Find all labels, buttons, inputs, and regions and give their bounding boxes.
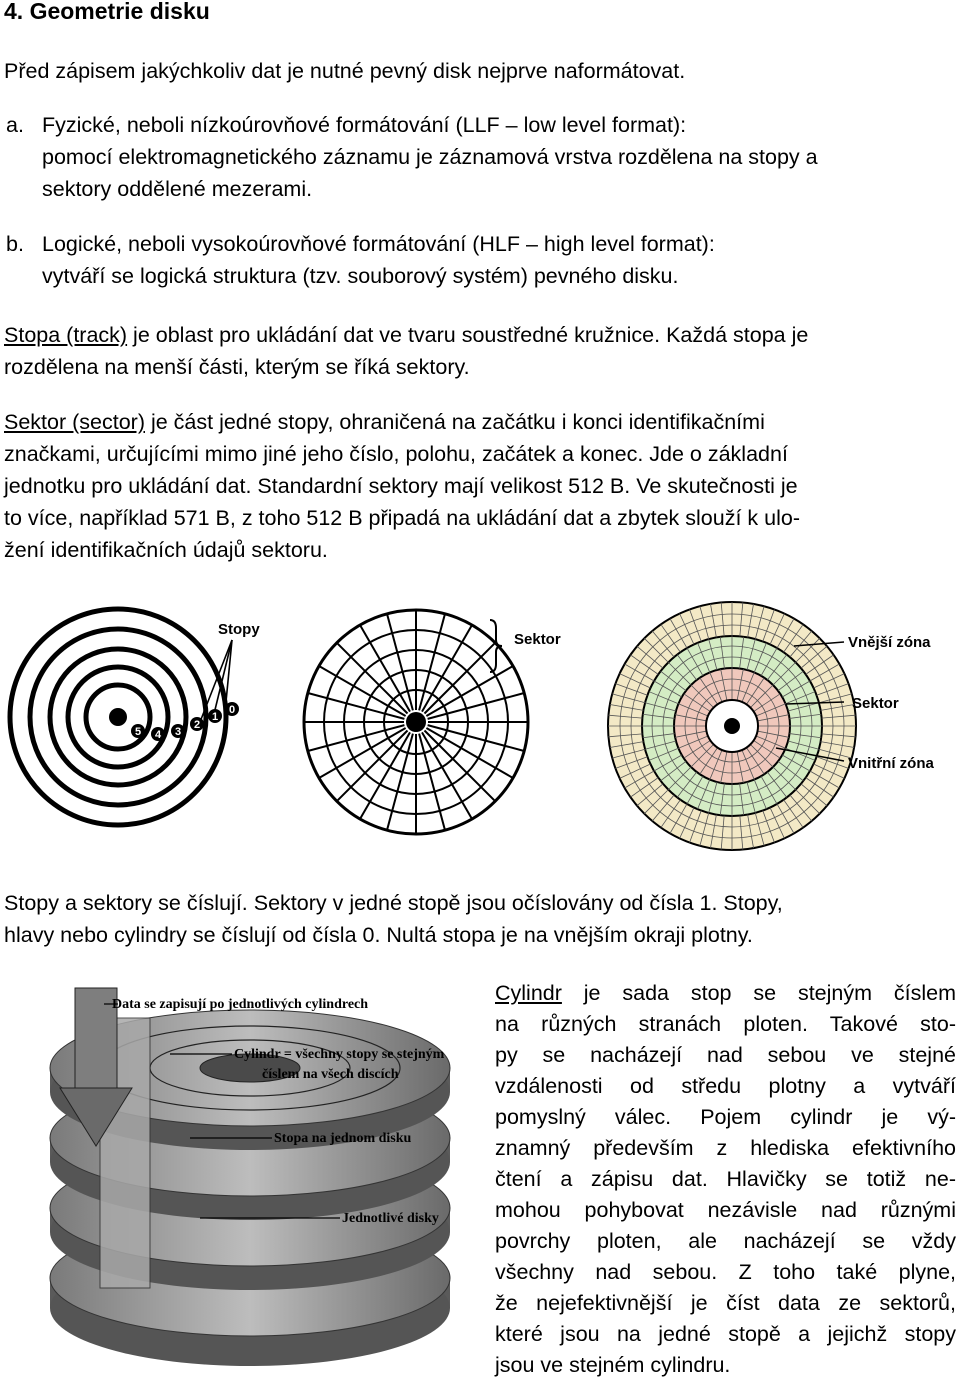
paragraph-line: všechny nad sebou. Z toho také plyne, <box>495 1260 956 1284</box>
list-line: Fyzické, neboli nízkoúrovňové formátování (LLF – low level format): <box>42 113 687 137</box>
paragraph-text: je sada stop se stejným číslem <box>561 981 956 1005</box>
paragraph-line: to více, například 571 B, z toho 512 B připadá na ukládání dat a zbytek slouží k ulo- <box>4 506 800 530</box>
track-number: 0 <box>228 704 236 716</box>
list-marker: a. <box>6 113 24 137</box>
cylinder-label-definition-2: číslem na všech discích <box>262 1067 399 1082</box>
paragraph-line: jednotku pro ukládání dat. Standardní sektory mají velikost 512 B. Ve skutečnosti je <box>4 474 798 498</box>
paragraph-line: Stopy a sektory se číslují. Sektory v jedné stopě jsou očíslovány od čísla 1. Stopy, <box>4 891 783 915</box>
list-marker: b. <box>6 232 24 256</box>
intro-paragraph: Před zápisem jakýchkoliv dat je nutné pevný disk nejprve naformátovat. <box>4 59 686 83</box>
section-heading: 4. Geometrie disku <box>4 0 210 24</box>
paragraph-text: je oblast pro ukládání dat ve tvaru soustředné kružnice. Každá stopa je <box>127 323 809 347</box>
spindle-hole <box>724 718 740 734</box>
cylinder-paragraph <box>495 978 956 1381</box>
outer-zone-label: Vnější zóna <box>848 634 931 651</box>
cylinder-figure <box>40 978 480 1378</box>
sector-label: Sektor <box>514 631 561 648</box>
sectors-figure <box>300 600 600 860</box>
paragraph-line: že nejefektivnější je číst data ze sektorů, <box>495 1291 956 1315</box>
paragraph-line <box>495 978 956 1009</box>
tracks-figure <box>0 600 320 860</box>
paragraph-line: py se nacházejí nad sebou ve stejné <box>495 1043 956 1067</box>
paragraph-line: jsou ve stejném cylindru. <box>495 1353 731 1377</box>
zones-figure <box>600 596 960 866</box>
spindle-hole <box>406 712 426 732</box>
paragraph-line: které jsou na jedné stopě a jejichž stopy <box>495 1322 956 1346</box>
paragraph-line: hlavy nebo cylindry se číslují od čísla 0. Nultá stopa je na vnějším okraji plotny. <box>4 923 753 947</box>
tracks-label: Stopy <box>218 621 260 638</box>
zone-sector-label: Sektor <box>852 695 899 712</box>
paragraph-line: čtení a zápisu dat. Hlavičky se totiž ne- <box>495 1167 956 1191</box>
track-number: 1 <box>211 711 219 723</box>
paragraph-text: je část jedné stopy, ohraničená na začátku i konci identifikačními <box>144 410 765 434</box>
list-line: Logické, neboli vysokoúrovňové formátování (HLF – high level format): <box>42 232 715 256</box>
paragraph-line: značkami, určujícími mimo jiné jeho číslo, polohu, začátek a konec. Jde o základní <box>4 442 788 466</box>
paragraph-line: znamný především z hlediska efektivního <box>495 1136 956 1160</box>
paragraph-line: rozdělena na menší části, kterým se říká sektory. <box>4 355 470 379</box>
paragraph-line <box>4 407 956 438</box>
paragraph-line: mohou pohybovat nezávisle nad různými <box>495 1198 956 1222</box>
arrow-shaft <box>75 988 117 1088</box>
cylinder-label-track: Stopa na jednom disku <box>274 1131 412 1146</box>
track-number: 4 <box>154 729 162 741</box>
platter-stack <box>50 988 450 1366</box>
cylinder-label-definition-1: Cylindr = všechny stopy se stejným <box>234 1047 445 1062</box>
paragraph-line: žení identifikačních údajů sektoru. <box>4 538 328 562</box>
paragraph-line: na různých stranách ploten. Takové sto- <box>495 1012 956 1036</box>
term-sector: Sektor (sector) <box>4 410 145 434</box>
inner-zone-label: Vnitřní zóna <box>848 755 934 772</box>
paragraph-line <box>4 320 956 351</box>
term-track: Stopa (track) <box>4 323 128 347</box>
spindle-hole <box>109 708 127 726</box>
paragraph-line: povrchy ploten, ale nacházejí se vždy <box>495 1229 956 1253</box>
list-line: vytváří se logická struktura (tzv. souborový systém) pevného disku. <box>42 264 679 288</box>
track-number: 3 <box>174 726 182 738</box>
track-number: 5 <box>134 726 142 738</box>
paragraph-line: vzdálenosti od středu plotny a vytváří <box>495 1074 956 1098</box>
term-cylinder: Cylindr <box>495 981 562 1005</box>
cylinder-label-disks: Jednotlivé disky <box>342 1211 439 1226</box>
list-line: sektory oddělené mezerami. <box>42 177 313 201</box>
paragraph-line: pomyslný válec. Pojem cylindr je vý- <box>495 1105 956 1129</box>
track-number: 2 <box>193 719 201 731</box>
cylinder-label-data: Data se zapisují po jednotlivých cylindrech <box>112 997 369 1012</box>
list-line: pomocí elektromagnetického záznamu je záznamová vrstva rozdělena na stopy a <box>42 145 818 169</box>
